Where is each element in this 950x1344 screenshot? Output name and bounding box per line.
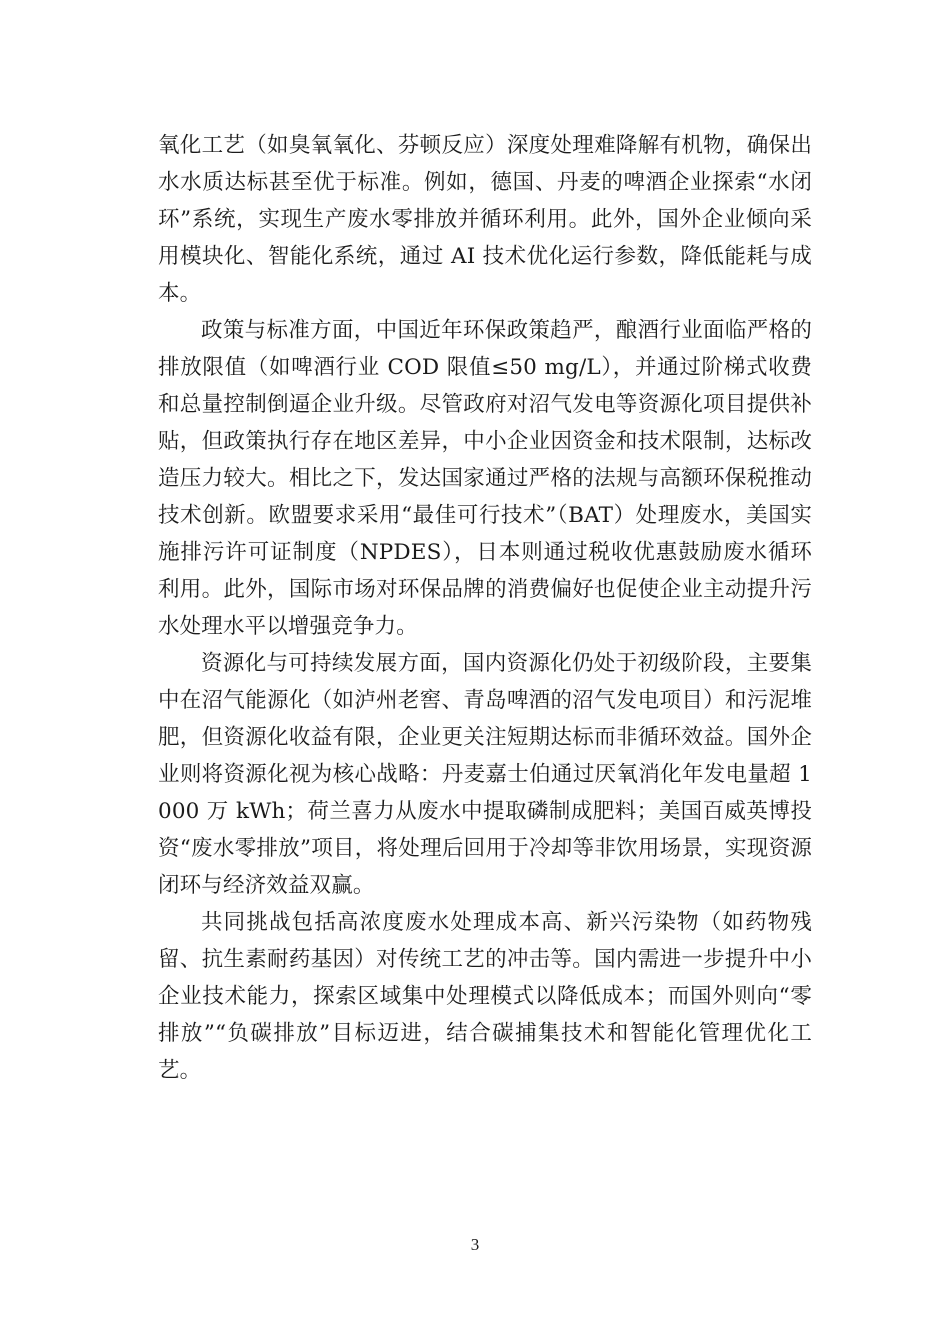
body-text-column — [158, 127, 812, 1089]
paragraph-continuation: 氧化工艺（如臭氧氧化、芬顿反应）深度处理难降解有机物，确保出水水质达标甚至优于标准。例如，德国、丹麦的啤酒企业探索“水闭环”系统，实现生产废水零排放并循环利用。此外，国外企业倾向采用模块化、智能化系统，通过 AI 技术优化运行参数，降低能耗与成本。 — [158, 133, 812, 306]
page-number-footer: 3 — [470, 1235, 480, 1254]
paragraph-resource-recovery: 资源化与可持续发展方面，国内资源化仍处于初级阶段，主要集中在沼气能源化（如泸州老窖、青岛啤酒的沼气发电项目）和污泥堆肥，但资源化收益有限，企业更关注短期达标而非循环效益。国外企业则将资源化视为核心战略：丹麦嘉士伯通过厌氧消化年发电量超 1000 万 kWh；荷兰喜力从废水中提取磷制成肥料；美国百威英博投资“废水零排放”项目，将处理后回用于冷却等非饮用场景，实现资源闭环与经济效益双赢。 — [158, 651, 812, 898]
paragraph-policy-and-standards: 政策与标准方面，中国近年环保政策趋严，酿酒行业面临严格的排放限值（如啤酒行业 COD 限值≤50 mg/L），并通过阶梯式收费和总量控制倒逼企业升级。尽管政府对沼气发电等资源化项目提供补贴，但政策执行存在地区差异，中小企业因资金和技术限制，达标改造压力较大。相比之下，发达国家通过严格的法规与高额环保税推动技术创新。欧盟要求采用“最佳可行技术”（BAT）处理废水，美国实施排污许可证制度（NPDES），日本则通过税收优惠鼓励废水循环利用。此外，国际市场对环保品牌的消费偏好也促使企业主动提升污水处理水平以增强竞争力。 — [158, 318, 812, 639]
paragraph-shared-challenges: 共同挑战包括高浓度废水处理成本高、新兴污染物（如药物残留、抗生素耐药基因）对传统工艺的冲击等。国内需进一步提升中小企业技术能力，探索区域集中处理模式以降低成本；而国外则向“零排放”“负碳排放”目标迈进，结合碳捕集技术和智能化管理优化工艺。 — [158, 910, 812, 1083]
